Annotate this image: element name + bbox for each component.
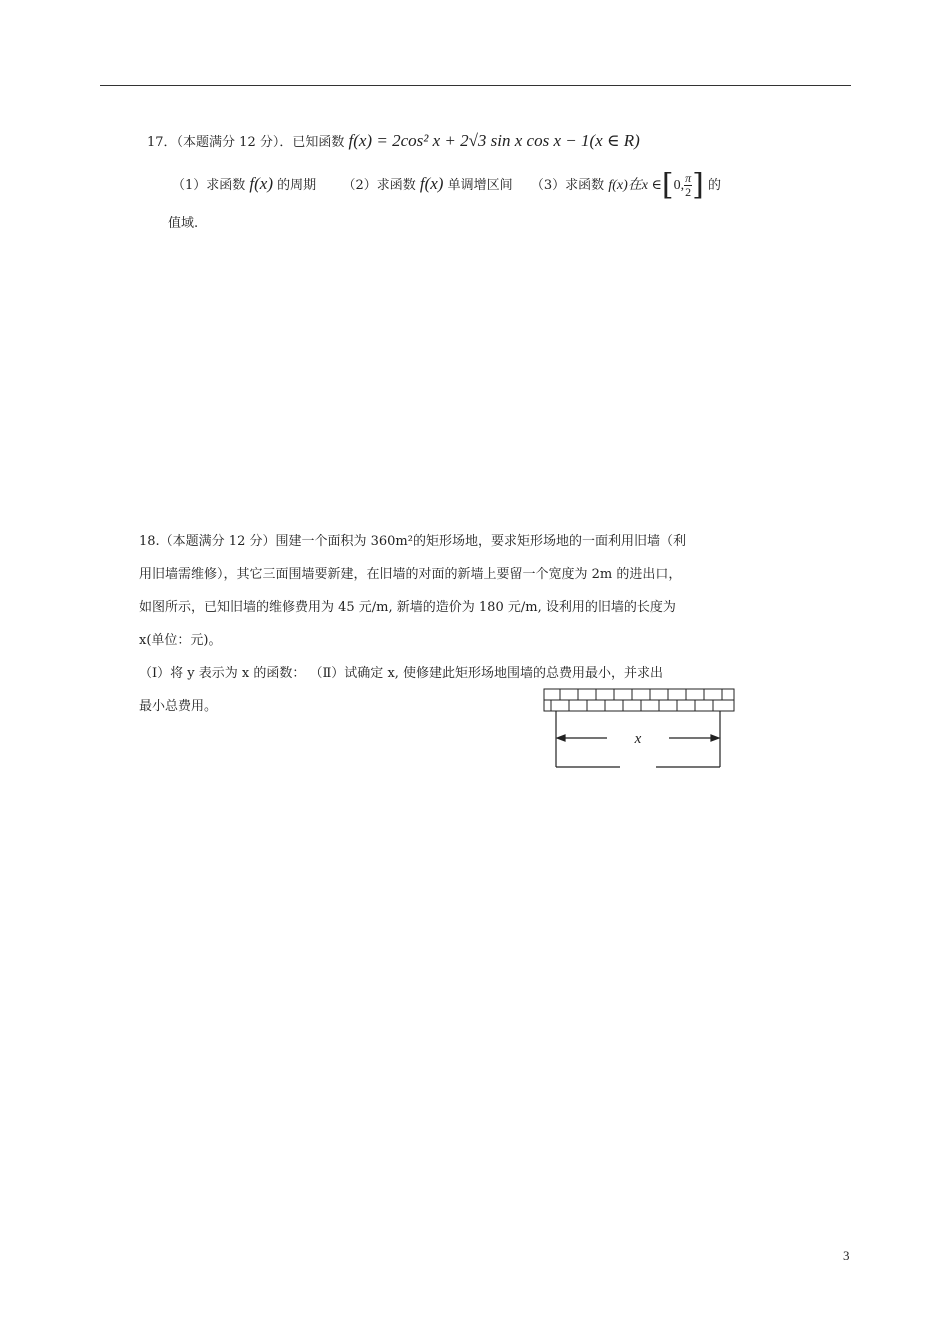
page-number: 3 (843, 1248, 850, 1263)
problem-17-formula: f(x) = 2cos² x + 2√3 sin x cos x − 1(x ∈ R) (348, 131, 640, 150)
pi-over-two-fraction (684, 172, 692, 199)
part-1-label: （1）求函数 (172, 178, 246, 193)
part-2-label: （2）求函数 (342, 178, 416, 193)
part-3-label: （3）求函数 (530, 178, 605, 193)
fraction-numerator: π (685, 171, 692, 185)
old-brick-wall (544, 689, 734, 711)
part-3-mid: f(x)在x ∈ (608, 178, 662, 193)
part-2-func: f(x) (419, 174, 444, 193)
problem-18-line-1: 18.（本题满分 12 分）围建一个面积为 360m²的矩形场地，要求矩形场地的一面利用旧墙（利 (139, 534, 686, 549)
fraction-denominator: 2 (685, 185, 692, 199)
interval-right-bracket: ] (692, 167, 704, 203)
problem-18-line-5: （Ⅰ）将 y 表示为 x 的函数： （Ⅱ）试确定 x, 使修建此矩形场地围墙的总费用最小，并求出 (139, 666, 664, 681)
problem-18-line-6: 最小总费用。 (139, 699, 218, 714)
wall-diagram (543, 688, 735, 770)
problem-17-line-1 (147, 131, 640, 153)
header-rule (100, 85, 851, 86)
length-label-x: x (634, 731, 642, 747)
problem-18-line-2: 用旧墙需维修），其它三面围墙要新建，在旧墙的对面的新墙上要留一个宽度为 2m 的进出口， (139, 567, 682, 582)
part-2-tail: 单调增区间 (447, 178, 513, 193)
interval-left-value: 0, (673, 178, 685, 193)
problem-18-line-4: x(单位：元)。 (139, 633, 222, 648)
part-1-func: f(x) (249, 174, 274, 193)
problem-17-line-3: 值域. (168, 216, 199, 231)
problem-17-line-2 (172, 167, 721, 203)
part-3-tail: 的 (707, 178, 721, 193)
part-1-tail: 的周期 (277, 178, 317, 193)
interval-left-bracket: [ (661, 167, 674, 203)
problem-17-header: 17．（本题满分 12 分）．已知函数 (147, 135, 345, 150)
problem-18-line-3: 如图所示，已知旧墙的维修费用为 45 元/m, 新墙的造价为 180 元/m, 设利用的旧墙的长度为 (139, 600, 676, 615)
